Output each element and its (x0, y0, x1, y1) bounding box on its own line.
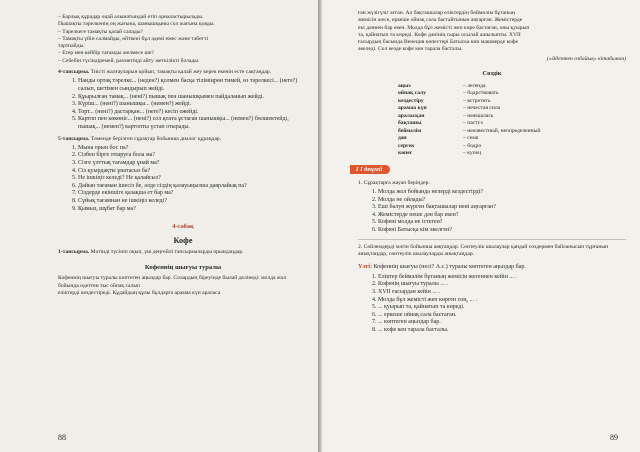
question-item: 6. Кофені Батысқа кім әкелген? (378, 227, 626, 235)
vocabulary-meaning: – семя (463, 135, 479, 142)
task-5-item: 6. Дайын тағаман ішесіз бе, әлде сіздің қалауыңызша даярлайық па? (78, 183, 308, 191)
sentence-item: 5. ... қуырып та, қайнатып та көреді. (378, 304, 626, 312)
task-4-item: 2. Құырылған тамақ... (нені?) пышақ пен шанышқымен пайдаланып жейді. (78, 94, 308, 102)
task-5-item: 5. Не ішкіңіз келеді? Не қалайсыз? (78, 175, 308, 183)
dialogue-line: – Егер мен кейбір тағамды желмесе ше? (58, 50, 154, 57)
dialogue-line: – Тамақты үйін салмайды, өйткені бұл әдемі емес және тәбетті (58, 35, 209, 42)
vocabulary-row (398, 120, 543, 128)
vocabulary-meaning: – имешалась (463, 112, 494, 119)
vocabulary-meaning: – бодро (463, 142, 482, 149)
example (358, 264, 626, 272)
vocabulary-row (398, 143, 543, 151)
task-5-list (58, 145, 308, 213)
vocabulary-meaning: – купец (463, 150, 482, 157)
vocabulary-meaning: – встретить (463, 97, 491, 104)
task-1 (58, 249, 308, 256)
task-4-label: 4-тапсырма. (58, 69, 90, 76)
lesson-title: Кофе (173, 236, 193, 246)
body-line: екі дәннен бар екен. Молда бұл жемісті жеп көре бастаған, оны қуырып (358, 24, 530, 31)
task-4-item: 4. Торт... (нені?) дастарқан... (неге?) кесіп ожейді. (78, 109, 308, 117)
question-item: 1. Молда жол бойында нелерді кездестірді? (378, 189, 626, 197)
sentence-item: 7. ... көптеген аңыздар бар. (378, 319, 626, 327)
task-4-list (58, 78, 308, 131)
body-line: әкеледі. Сол кезде кофе кен тарала басталы. (358, 46, 463, 53)
body-line: жемісін жесе, еркеше ойнақ сала бастайтынын аңғарған. Жемістерде (358, 17, 523, 24)
task-5-text: Төменде берілген сұрақтар бойынша диалог құраңдар. (90, 135, 222, 142)
vocabulary-word: араласқан (398, 112, 425, 119)
vocabulary-meaning: – легенда (463, 82, 486, 89)
vocabulary-row (398, 98, 543, 106)
task-questions: 1. Сұрақтарға жауап беріңдер. (358, 179, 430, 186)
task-5-item: 4. Сіз қуырдақты ұнатасыз ба? (78, 168, 308, 176)
vocabulary-row (398, 135, 543, 143)
vocabulary-row (398, 105, 543, 113)
sentence-item: 2. Кофенің шығуы туралы ... . (378, 281, 626, 289)
lesson-label: 4-сабақ (172, 223, 194, 231)
body-line: еліктерді кездестіреді. Құдайдың құлы бұлдарға арамаа күн араласа (58, 290, 221, 297)
page-number-left: 88 (58, 433, 66, 442)
task-5-item: 8. Сүйық тағамнан не ішкіңіз келеді? (78, 198, 308, 206)
vocabulary-row (398, 90, 543, 98)
body-text (58, 275, 308, 297)
vocabulary-word: дән (398, 135, 407, 142)
vocabulary-word: сергек (398, 142, 415, 149)
question-item: 3. Еші балун жүрген бақташылар нені аңғарған? (378, 204, 626, 212)
task-5 (58, 136, 308, 143)
sentence-item: 4. Молда бұл жемісті жеп көрген соң, ... . (378, 297, 626, 305)
vocabulary-word: кездестіру (398, 97, 424, 104)
vocabulary-word: бақташы (398, 120, 422, 127)
example-label: Үлгі: (358, 264, 373, 271)
task-4-item: 3. Күріш... (нені?) шанышқы... (немен?) жейді. (78, 101, 308, 109)
body-line: та, қайнатып та көреді. Кофе дәнінің сыры осылай ашылыпты. XVII (358, 31, 521, 38)
vocabulary-word: арамаа күн (398, 105, 427, 112)
vocabulary-meaning: – пастух (463, 120, 484, 127)
sentence-item: 6. ... еркеше ойнақ сала бастаған. (378, 312, 626, 320)
vocabulary-meaning: – неизвестный, неопределенный (463, 127, 541, 134)
vocabulary-row (398, 150, 543, 158)
task-5-item: 2. Сізбен бірге отыруға бола ма? (78, 152, 308, 160)
dialogue-line: Пышақты тәрелкенің оң жағына, шанышқыны сол жағына қояды. (58, 21, 215, 28)
task-5-item: 1. Мына орын бос па? (78, 145, 308, 153)
body-line: Кофеннің шығуы туралы көптеген аңыздар бар. Солардың біреуінде былай делінеді: молда жол бойында өдеттен тыс ойнақ салып (58, 275, 287, 289)
task-4 (58, 69, 308, 76)
right-page (322, 0, 640, 452)
vocabulary-table (398, 83, 543, 158)
task-4-text: Тиісті жалғауларын қойып, тамақты қалай жеу керек екенін есте сақтаңдар. (90, 69, 272, 76)
example-text: Кофеннің шығуы (несі? А.с.) туралы көптеген аңыздар бар. (373, 264, 526, 271)
questions-list (358, 189, 626, 235)
question-item: 5. Кофені молда не істеген? (378, 219, 626, 227)
question-item: 4. Жемістерде неше дән бар екен? (378, 212, 626, 220)
sentence-item: 1. Еліктер беймәлім бұтаның жемісін жегеннен кейін ... . (378, 274, 626, 282)
dialogue-line: – Барлық құрадар оцай алынатындай етіп орналастырылады. (58, 14, 204, 20)
body-line: ғасырдың басында Венеция көпестері Батыска кин машмерде кофе (358, 39, 518, 46)
task-1-label: 1-тапсырма. (58, 249, 90, 256)
dialogue-line: тартпайды. (58, 43, 85, 50)
vocabulary-meaning: – нечестая сила (463, 105, 501, 112)
sentence-item: 3. XVII ғасырдан кейін ... . (378, 289, 626, 297)
sentences-list (358, 274, 626, 335)
task-5-item: 3. Сізге үлттық тағамдар ұнай ма? (78, 160, 308, 168)
sentence-item: 8. ... кофе кен тарала басталы. (378, 327, 626, 335)
task-5-item: 7. Сіздерде екіншіге қазақша ет бар ма? (78, 190, 308, 198)
left-page (0, 0, 318, 452)
vocabulary-word: беймәлім (398, 127, 422, 134)
source-citation: («Әдептен озбайық» кітабынан) (546, 55, 626, 62)
dialogue-line: – Тәрелкеге тамақты қалай салады? (58, 28, 143, 35)
vocabulary-row (398, 128, 543, 136)
task-5-item: 9. Қымыз, шұбат бар ма? (78, 206, 308, 214)
vocabulary-word: аңыз (398, 82, 411, 89)
question-item: 2. Молда не ойлады? (378, 197, 626, 205)
section-subtitle: Кофеннің шығуы туралы (144, 264, 222, 272)
task-1-text: Мәтінді түсініп оқып, үш деңгейлі тапсырмаларды орындаңдар. (90, 249, 244, 256)
divider (358, 239, 626, 240)
page-number-right: 89 (610, 433, 618, 442)
vocabulary-word: ойнақ салу (398, 90, 426, 97)
body-text-continued (358, 10, 626, 54)
body-line: ған жүзігүзіг ағған. Ал бақташылар еліктердің бөймөлім бұтаның (358, 10, 515, 16)
vocabulary-meaning: – бодрствовать (463, 90, 499, 97)
task-4-item: 1. Нанды ортақ тәрелке... (неден?) қолмен басқа тіліміңрөн тимей, өз тәрелкесі... (неге?) салып, шетімен сындырып жейді. (78, 78, 308, 93)
level-badge: І І деңгей (350, 165, 390, 174)
vocabulary-word: көпес (398, 150, 413, 157)
vocabulary-title: Сөздік (482, 69, 502, 77)
intro-dialogue (58, 14, 308, 65)
task-complete-sentences: 2. Сөйлемдерді мәтін бойынша аяқтаңдар. Сөнтеулік шылаулар қандай сөздермен байланысып тұрғанын анықтаңдар, сөнтеулік шылауларды анықтаңдар. (358, 243, 609, 257)
dialogue-line: – Себебін түсіндіремей, рахметіңді айту жеткілікті болады. (58, 57, 200, 64)
task-5-label: 5-тапсырма. (58, 135, 90, 142)
task-4-item: 5. Картоп пен көкөніс... (нені?) сол қолға ұстаған шанышқы... (немен?) бөлшектейді, пышақ... (немен?) картопты үстап отырады. (78, 116, 308, 131)
